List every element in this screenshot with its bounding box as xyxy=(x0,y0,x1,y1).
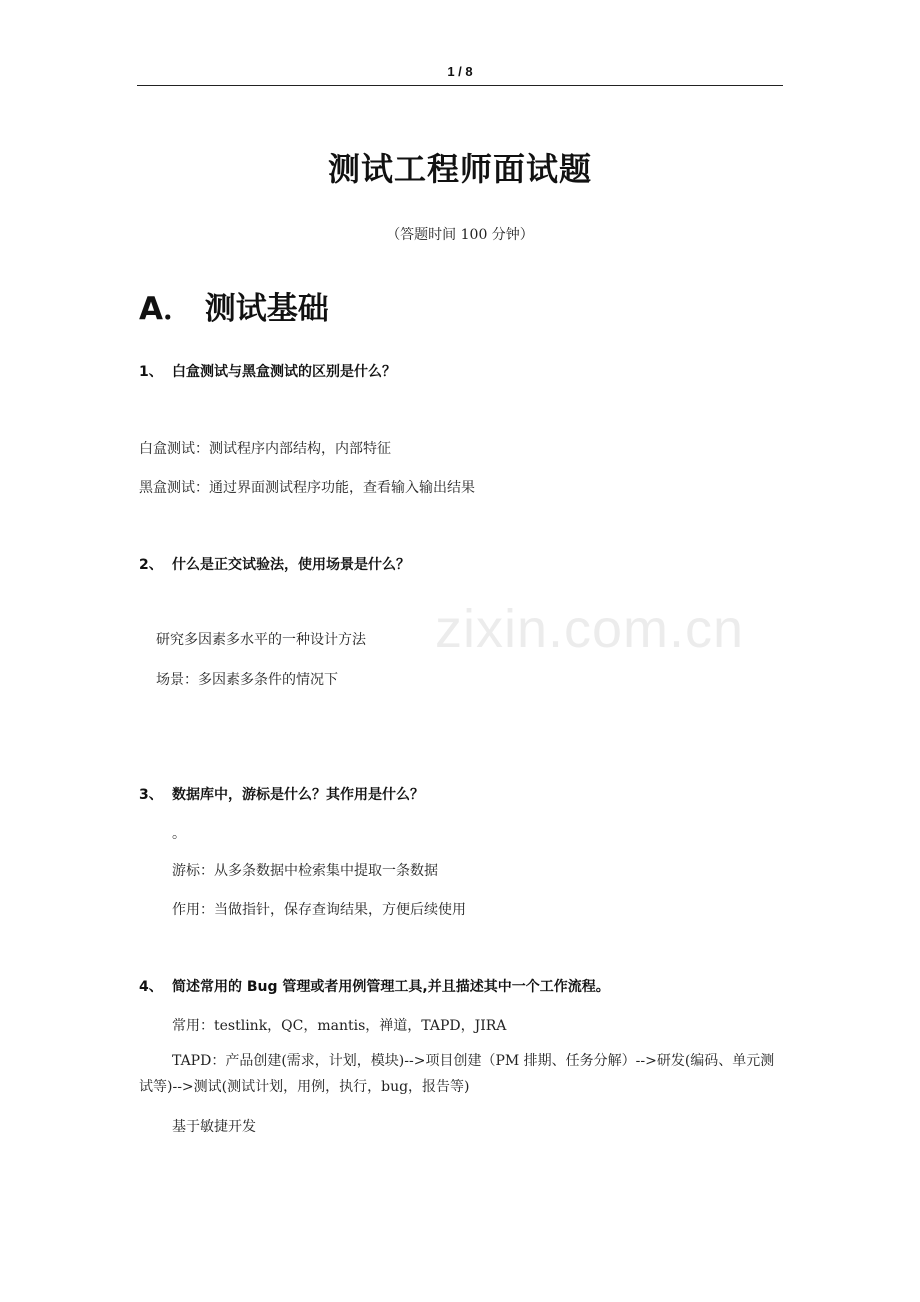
question-number: 2、 xyxy=(139,557,163,573)
question-1 xyxy=(139,361,396,381)
question-4 xyxy=(139,976,610,996)
question-number: 4、 xyxy=(139,979,163,995)
question-text: 什么是正交试验法，使用场景是什么？ xyxy=(172,557,410,573)
header-divider xyxy=(137,85,783,86)
question-number: 3、 xyxy=(139,787,163,803)
question-text: 数据库中，游标是什么？其作用是什么？ xyxy=(172,787,424,803)
answer-4-1: 常用：testlink，QC，mantis，禅道，TAPD，JIRA xyxy=(172,1018,507,1034)
answer-1-1: 白盒测试：测试程序内部结构，内部特征 xyxy=(139,441,391,457)
document-subtitle: （答题时间 100 分钟） xyxy=(386,227,534,243)
answer-3-2: 游标：从多条数据中检索集中提取一条数据 xyxy=(172,863,438,879)
question-3 xyxy=(139,784,424,804)
section-heading: A． 测试基础 xyxy=(139,291,329,327)
watermark: zixin.com.cn xyxy=(435,599,745,659)
document-title: 测试工程师面试题 xyxy=(327,150,592,188)
question-2 xyxy=(139,554,410,574)
question-text: 白盒测试与黑盒测试的区别是什么？ xyxy=(172,364,396,380)
answer-1-2: 黑盒测试：通过界面测试程序功能，查看输入输出结果 xyxy=(139,480,475,496)
question-number: 1、 xyxy=(139,364,163,380)
answer-3-3: 作用：当做指针，保存查询结果，方便后续使用 xyxy=(172,902,466,918)
answer-2-2: 场景：多因素多条件的情况下 xyxy=(156,672,338,688)
answer-3-1: 。 xyxy=(172,826,186,842)
question-text: 简述常用的 Bug 管理或者用例管理工具,并且描述其中一个工作流程。 xyxy=(172,979,610,995)
page-number: 1 / 8 xyxy=(447,64,473,79)
answer-4-2: TAPD：产品创建(需求，计划，模块)-->项目创建（PM 排期、任务分解）-->研发(编码、单元测试等)-->测试(测试计划，用例，执行，bug，报告等) xyxy=(139,1053,775,1095)
answer-4-3: 基于敏捷开发 xyxy=(172,1119,256,1135)
answer-2-1: 研究多因素多水平的一种设计方法 xyxy=(156,632,366,648)
